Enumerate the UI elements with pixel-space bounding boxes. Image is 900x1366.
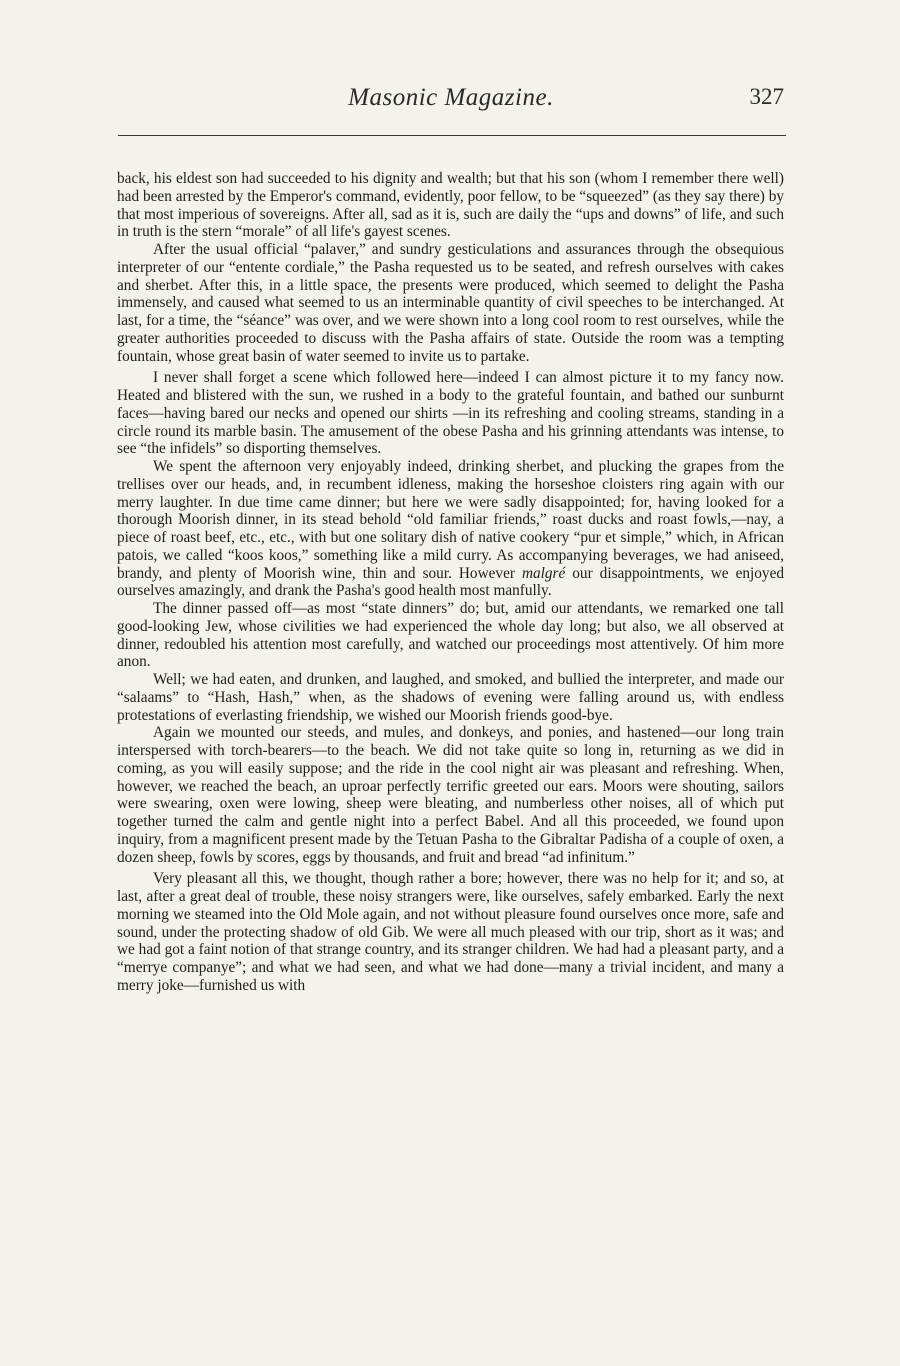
paragraph bbox=[117, 870, 784, 994]
paragraph bbox=[117, 600, 784, 671]
paragraph-text: our disappointments, we enjoyed ourselves amazingly, and drank the Pasha's good health most manfully. bbox=[117, 564, 785, 600]
paragraph bbox=[117, 369, 784, 458]
paragraph-text: Again we mounted our steeds, and mules, and donkeys, and ponies, and hastened—our long train interspersed with torch-bearers—to the beach. We did not take quite so long in, returning as we did in coming, as you will easily suppose; and the ride in the cool night air was pleasant and refreshing. When, however, we reached the beach, an uproar perfectly terrific greeted our ears. Moors were shouting, sailors were swearing, oxen were lowing, sheep were bleating, and numberless other noises, all of which put together turned the calm and gentle night into a perfect Babel. And all this proceeded, we found upon inquiry, from a magnificent present made by the Tetuan Pasha to the Gibraltar Padisha of a couple of oxen, a dozen sheep, fowls by scores, eggs by thousands, and fruit and bread “ad infinitum.” bbox=[117, 724, 784, 866]
paragraph bbox=[117, 170, 784, 241]
page-number: 327 bbox=[749, 84, 784, 109]
article-body bbox=[117, 170, 784, 995]
running-title: Masonic Magazine. bbox=[348, 84, 554, 111]
italic-phrase: malgré bbox=[521, 564, 566, 582]
paragraph-text: The dinner passed off—as most “state dinners” do; but, amid our attendants, we remarked one tall good-looking Jew, whose civilities we had experienced the whole day long; but also, we all observed at dinner, redoubled his attention most carefully, and watched our proceedings most attentively. Of him more anon. bbox=[117, 600, 784, 671]
paragraph bbox=[117, 458, 784, 600]
paragraph-text: back, his eldest son had succeeded to his dignity and wealth; but that his son (whom I remember there well) had been arrested by the Emperor's command, evidently, poor fellow, to be “squeezed” (as they say there) by that most imperious of sovereigns. After all, sad as it is, such are daily the “ups and downs” of life, and such in truth is the stern “morale” of all life's gayest scenes. bbox=[117, 170, 784, 241]
paragraph bbox=[117, 241, 784, 365]
paragraph-text: I never shall forget a scene which followed here—indeed I can almost picture it to my fancy now. Heated and blistered with the sun, we rushed in a body to the grateful fountain, and bathed our sunburnt faces—having bared our necks and opened our shirts —in its refreshing and cooling streams, standing in a circle round its marble basin. The amusement of the obese Pasha and his grinning attendants was intense, to see “the infidels” so disporting themselves. bbox=[117, 369, 784, 458]
paragraph bbox=[117, 671, 784, 724]
running-head bbox=[118, 84, 784, 124]
paragraph-text: Well; we had eaten, and drunken, and laughed, and smoked, and bullied the interpreter, and made our “salaams” to “Hash, Hash,” when, as the shadows of evening were falling around us, with endless protestations of everlasting friendship, we wished our Moorish friends good-bye. bbox=[117, 671, 784, 724]
paragraph bbox=[117, 724, 784, 866]
paragraph-text: Very pleasant all this, we thought, though rather a bore; however, there was no help for it; and so, at last, after a great deal of trouble, these noisy strangers were, like ourselves, safely embarked. Early the next morning we steamed into the Old Mole again, and not without pleasure found ourselves once more, safe and sound, under the protecting shadow of old Gib. We were all much pleased with our trip, short as it was; and we had got a faint notion of that strange country, and its stranger children. We had had a pleasant party, and a “merrye companye”; and what we had seen, and what we had done—many a trivial incident, and many a merry joke—furnished us with bbox=[117, 870, 784, 994]
paragraph-text: After the usual official “palaver,” and sundry gesticulations and assurances through the obsequious interpreter of our “entente cordiale,” the Pasha requested us to be seated, and refresh ourselves with cakes and sherbet. After this, in a little space, the presents were produced, which seemed to delight the Pasha immensely, and caused what seemed to us an interminable quantity of civil speeches to be interchanged. At last, for a time, the “séance” was over, and we were shown into a long cool room to rest ourselves, while the greater authorities proceeded to discuss with the Pasha affairs of state. Outside the room was a tempting fountain, whose great basin of water seemed to invite us to partake. bbox=[117, 241, 784, 365]
paragraph-text: We spent the afternoon very enjoyably indeed, drinking sherbet, and plucking the grapes from the trellises over our heads, and, in recumbent idleness, making the horseshoe cloisters ring again with our merry laughter. In due time came dinner; but here we were sadly disappointed; for, having looked for a thorough Moorish dinner, in its stead behold “old familiar friends,” roast ducks and roast fowls,—nay, a piece of roast beef, etc., etc., with but one solitary dish of native cookery “pur et simple,” which, in African patois, we called “koos koos,” something like a mild curry. As accompanying beverages, we had aniseed, brandy, and plenty of Moorish wine, thin and sour. However bbox=[117, 458, 784, 582]
header-rule bbox=[118, 135, 786, 136]
